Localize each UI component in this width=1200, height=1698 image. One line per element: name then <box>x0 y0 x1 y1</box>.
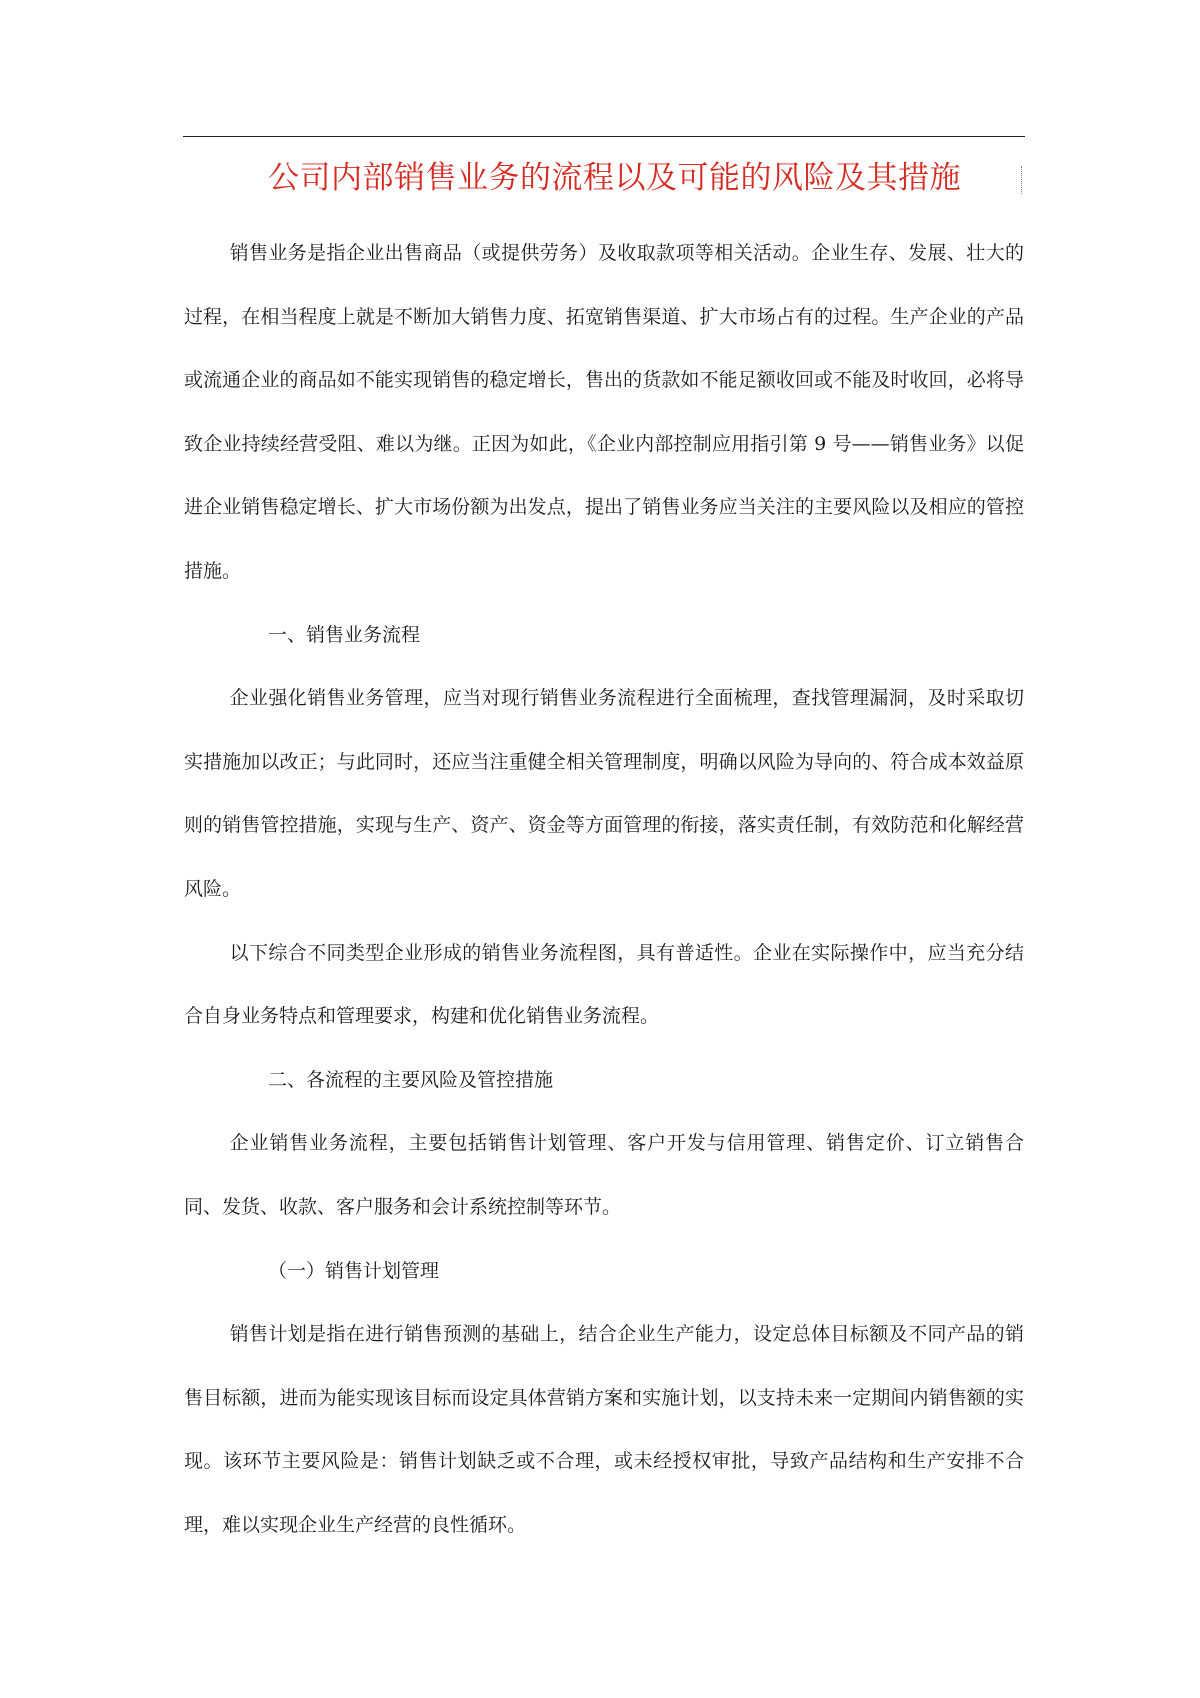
paragraph-sales-plan: 销售计划是指在进行销售预测的基础上，结合企业生产能力，设定总体目标额及不同产品的销售目标额，进而为能实现该目标而设定具体营销方案和实施计划，以支持未来一定期间内销售额的实现。该环节主要风险是：销售计划缺乏或不合理，或未经授权审批，导致产品结构和生产安排不合理，难以实现企业生产经营的良性循环。 <box>184 1323 1024 1536</box>
header-rule <box>183 136 1025 137</box>
document-body <box>184 222 1024 1557</box>
paragraph-process-steps: 企业销售业务流程，主要包括销售计划管理、客户开发与信用管理、销售定价、订立销售合同、发货、收款、客户服务和会计系统控制等环节。 <box>184 1132 1024 1218</box>
subsection-heading-1: （一）销售计划管理 <box>268 1259 440 1282</box>
section-heading-1: 一、销售业务流程 <box>268 623 421 646</box>
section-heading-2: 二、各流程的主要风险及管控措施 <box>268 1068 554 1091</box>
document-title: 公司内部销售业务的流程以及可能的风险及其措施 <box>268 160 961 196</box>
text-cursor-mark <box>1021 166 1022 194</box>
paragraph-flowchart-note: 以下综合不同类型企业形成的销售业务流程图，具有普适性。企业在实际操作中，应当充分结合自身业务特点和管理要求，构建和优化销售业务流程。 <box>184 941 1024 1028</box>
paragraph-process-management: 企业强化销售业务管理，应当对现行销售业务流程进行全面梳理，查找管理漏洞，及时采取切实措施加以改正；与此同时，还应当注重健全相关管理制度，明确以风险为导向的、符合成本效益原则的销售管控措施，实现与生产、资产、资金等方面管理的衔接，落实责任制，有效防范和化解经营风险。 <box>184 687 1024 900</box>
paragraph-intro: 销售业务是指企业出售商品（或提供劳务）及收取款项等相关活动。企业生存、发展、壮大的过程，在相当程度上就是不断加大销售力度、拓宽销售渠道、扩大市场占有的过程。生产企业的产品或流通企业的商品如不能实现销售的稳定增长，售出的货款如不能足额收回或不能及时收回，必将导致企业持续经营受阻、难以为继。正因为如此，《企业内部控制应用指引第 9 号——销售业务》以促进企业销售稳定增长、扩大市场份额为出发点，提出了销售业务应当关注的主要风险以及相应的管控措施。 <box>184 242 1024 582</box>
